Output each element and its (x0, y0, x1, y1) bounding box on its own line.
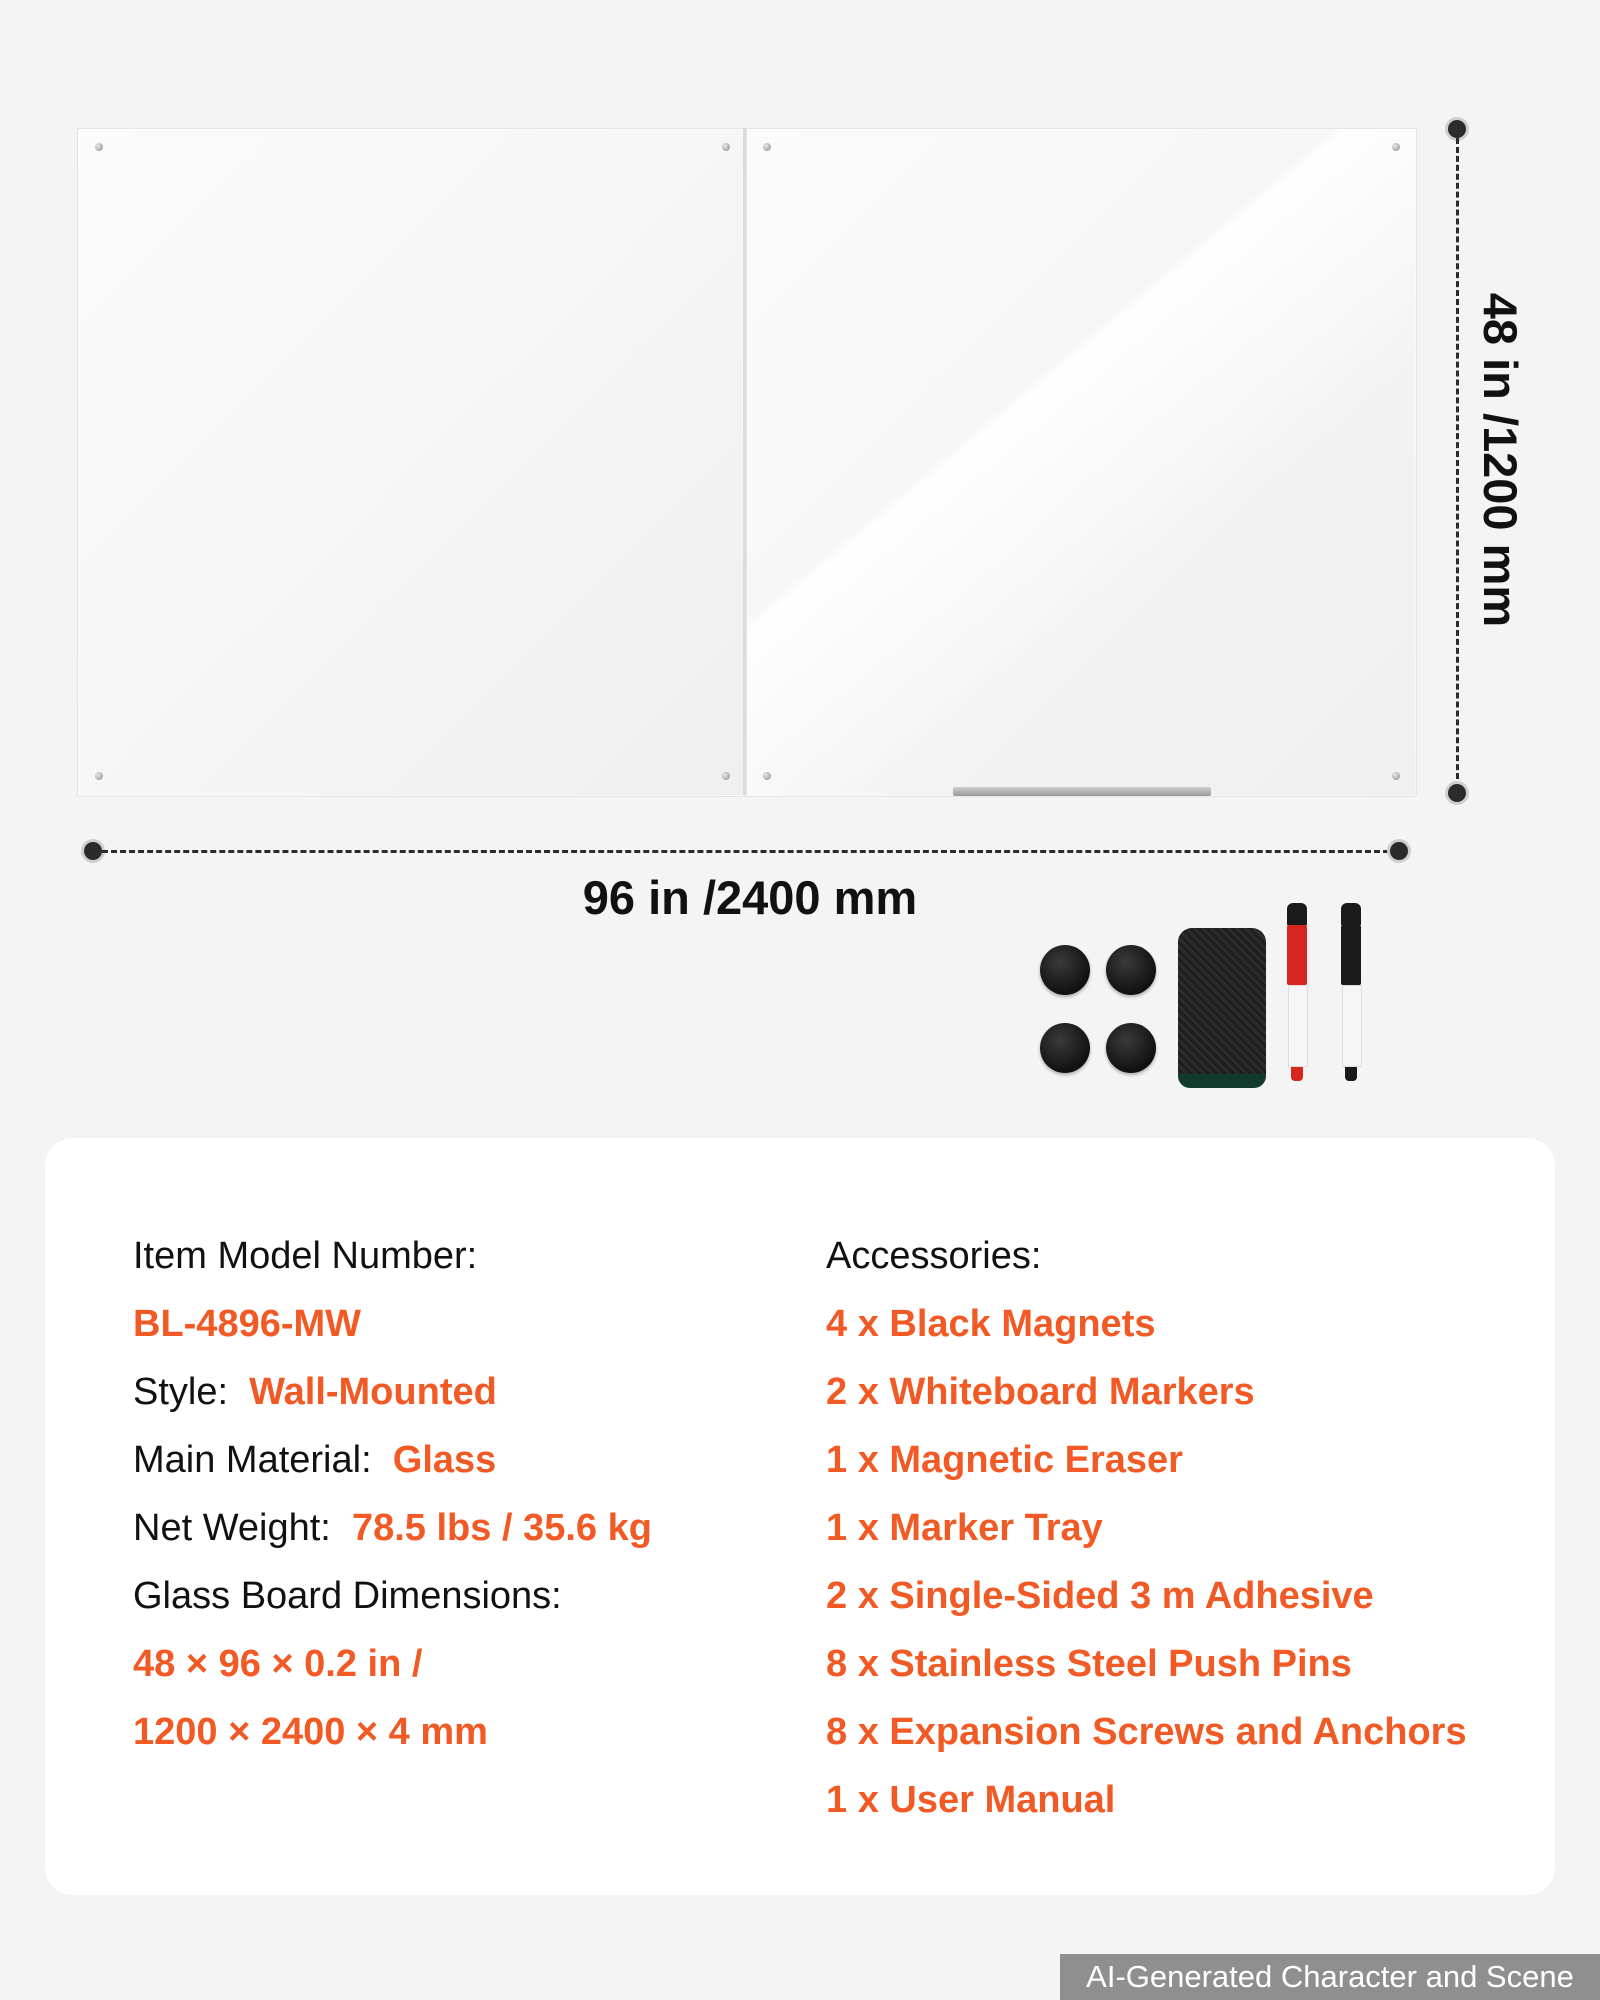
dimensions-value-metric: 1200 × 2400 × 4 mm (133, 1711, 488, 1753)
push-pin-icon (95, 143, 103, 151)
accessory-item: 1 x User Manual (826, 1779, 1116, 1821)
model-value: BL-4896-MW (133, 1303, 362, 1345)
width-dimension-line (102, 850, 1389, 853)
accessory-item: 2 x Single-Sided 3 m Adhesive (826, 1575, 1374, 1617)
accessories-column (826, 1222, 1467, 1834)
accessory-item: 1 x Marker Tray (826, 1507, 1103, 1549)
accessory-item: 8 x Stainless Steel Push Pins (826, 1643, 1352, 1685)
push-pin-icon (722, 772, 730, 780)
red-marker-icon (1287, 903, 1307, 1113)
style-row (133, 1358, 652, 1426)
weight-row (133, 1494, 652, 1562)
whiteboard-panel-left (77, 128, 745, 797)
model-label: Item Model Number: (133, 1235, 478, 1277)
push-pin-icon (1392, 772, 1400, 780)
specs-column (133, 1222, 652, 1766)
accessories-title: Accessories: (826, 1235, 1042, 1277)
height-dimension-line (1456, 138, 1459, 788)
accessory-item: 4 x Black Magnets (826, 1303, 1156, 1345)
push-pin-icon (722, 143, 730, 151)
style-value: Wall-Mounted (249, 1371, 497, 1413)
magnet-icon (1106, 1023, 1156, 1073)
specification-card (45, 1138, 1555, 1895)
accessory-item: 1 x Magnetic Eraser (826, 1439, 1183, 1481)
push-pin-icon (763, 143, 771, 151)
dimensions-label: Glass Board Dimensions: (133, 1575, 562, 1617)
accessory-item: 2 x Whiteboard Markers (826, 1371, 1255, 1413)
material-value: Glass (392, 1439, 497, 1481)
magnet-icon (1106, 945, 1156, 995)
accessory-item: 8 x Expansion Screws and Anchors (826, 1711, 1467, 1753)
dimension-endpoint-icon (1387, 839, 1411, 863)
panel-seam (743, 128, 746, 795)
marker-tray (953, 787, 1211, 796)
magnet-icon (1040, 945, 1090, 995)
material-row (133, 1426, 652, 1494)
push-pin-icon (763, 772, 771, 780)
magnet-icon (1040, 1023, 1090, 1073)
style-label: Style: (133, 1371, 229, 1413)
ai-generated-watermark: AI-Generated Character and Scene (1060, 1954, 1600, 2000)
dimensions-value-imperial: 48 × 96 × 0.2 in / (133, 1643, 423, 1685)
whiteboard-panel-right (746, 128, 1417, 797)
push-pin-icon (95, 772, 103, 780)
eraser-icon (1178, 928, 1266, 1088)
dimension-endpoint-icon (1445, 781, 1469, 805)
material-label: Main Material: (133, 1439, 372, 1481)
glass-reflection (747, 129, 1416, 796)
width-dimension-label: 96 in /2400 mm (582, 871, 918, 924)
black-marker-icon (1341, 903, 1361, 1113)
weight-value: 78.5 lbs / 35.6 kg (351, 1507, 652, 1549)
weight-label: Net Weight: (133, 1507, 331, 1549)
height-dimension-label: 48 in /1200 mm (1474, 292, 1527, 628)
push-pin-icon (1392, 143, 1400, 151)
